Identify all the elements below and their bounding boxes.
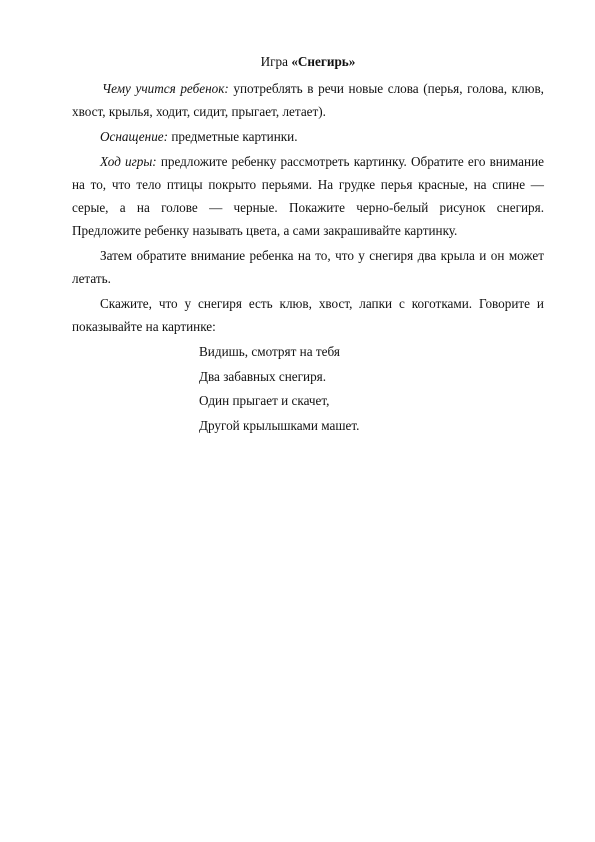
poem-line: Один прыгает и скачет, — [199, 393, 330, 408]
poem-line: Другой крылышками машет. — [199, 417, 360, 433]
poem — [199, 340, 544, 438]
poem-line: Два забавных снегиря. — [199, 368, 327, 384]
goal-text: употреблять в речи новые слова (перья, голова, клюв, хвост, крылья, ходит, сидит, прыгает, летает). — [72, 81, 544, 119]
paragraph-game-flow — [72, 150, 544, 242]
wings-text: Затем обратите внимание ребенка на то, что у снегиря два крыла и он может летать. — [72, 248, 544, 286]
paragraph-goal — [72, 77, 544, 123]
game-flow-label: Ход игры: — [100, 154, 157, 169]
poem-line: Видишь, смотрят на тебя — [199, 344, 340, 359]
paragraph-equipment — [72, 125, 544, 148]
title-prefix: Игра — [260, 54, 289, 69]
equipment-label: Оснащение: — [100, 129, 169, 144]
title-game-name: «Снегирь» — [291, 54, 356, 69]
document-content — [72, 51, 544, 438]
game-flow-text: предложите ребенку рассмотреть картинку. Обратите его внимание на то, что тело птицы покрыто перьями. На грудке перья красные, на спине — серые, а на голове — черные. Покажите черно-белый рисунок снегиря. Предложите ребенку называть цвета, а сами закрашивайте картинку. — [72, 154, 544, 238]
paragraph-wings — [72, 244, 544, 290]
body-parts-text: Скажите, что у снегиря есть клюв, хвост, лапки с коготками. Говорите и показывайте на картинке: — [72, 296, 544, 334]
equipment-text: предметные картинки. — [171, 129, 298, 144]
document-title — [72, 51, 544, 73]
paragraph-body-parts — [72, 292, 544, 338]
goal-label: Чему учится ребенок: — [102, 81, 229, 96]
